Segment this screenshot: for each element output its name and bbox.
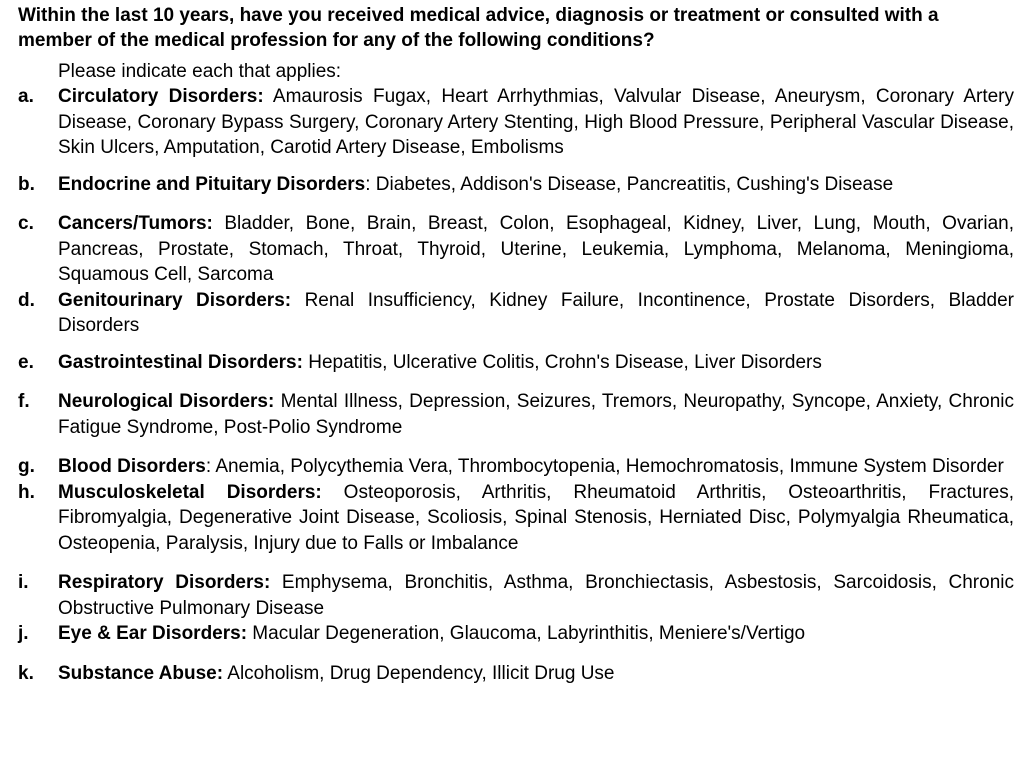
item-text [58, 454, 1014, 480]
question-text: Within the last 10 years, have you received medical advice, diagnosis or treatment or consulted with a member of the medical profession for any of the following conditions? [18, 5, 939, 51]
item-category: Musculoskeletal Disorders: [58, 481, 322, 503]
item-text [58, 570, 1014, 621]
document [18, 3, 1014, 686]
item-category: Substance Abuse: [58, 662, 224, 684]
item-text [58, 621, 1014, 647]
instruction-text: Please indicate each that applies: [58, 61, 342, 82]
item-text [58, 288, 1014, 339]
item-text [58, 480, 1014, 557]
item-conditions: Emphysema, Bronchitis, Asthma, Bronchiectasis, Asbestosis, Sarcoidosis, Chronic Obstructive Pulmonary Disease [58, 572, 1014, 619]
item-text [58, 350, 1014, 376]
list-item-genitourinary [18, 288, 1014, 339]
item-text [58, 211, 1014, 288]
item-conditions: Mental Illness, Depression, Seizures, Tremors, Neuropathy, Syncope, Anxiety, Chronic Fatigue Syndrome, Post-Polio Syndrome [58, 391, 1014, 438]
item-letter: f. [18, 391, 30, 412]
item-category: Respiratory Disorders: [58, 572, 271, 593]
item-category: Endocrine and Pituitary Disorders [58, 173, 366, 195]
list-item-respiratory [18, 570, 1014, 621]
list-item-musculoskeletal [18, 480, 1014, 557]
item-letter: a. [18, 86, 34, 107]
item-conditions: : Diabetes, Addison's Disease, Pancreatitis, Cushing's Disease [365, 173, 894, 195]
list-item-neurological [18, 389, 1014, 440]
item-letter: j. [18, 623, 29, 644]
item-letter: c. [18, 213, 34, 234]
item-conditions: Hepatitis, Ulcerative Colitis, Crohn's Disease, Liver Disorders [302, 351, 822, 373]
item-letter: i. [18, 572, 29, 593]
item-text [58, 661, 1014, 687]
item-text [58, 172, 1014, 198]
item-category: Cancers/Tumors: [58, 213, 213, 234]
item-category: Neurological Disorders: [58, 391, 275, 412]
item-letter: k. [18, 662, 34, 684]
item-conditions: Osteoporosis, Arthritis, Rheumatoid Arthritis, Osteoarthritis, Fractures, Fibromyalgia, Degenerative Joint Disease, Scoliosis, Spinal Stenosis, Herniated Disc, Polymyalgia Rheumatica, Osteopenia, Paralysis, Injury due to Falls or Imbalance [58, 481, 1014, 554]
list-item-substance-abuse [18, 661, 1014, 687]
item-letter: g. [18, 456, 35, 477]
item-conditions: : Anemia, Polycythemia Vera, Thrombocytopenia, Hemochromatosis, Immune System Disorder [205, 456, 1004, 477]
item-conditions: Amaurosis Fugax, Heart Arrhythmias, Valvular Disease, Aneurysm, Coronary Artery Disease, Coronary Bypass Surgery, Coronary Artery Stenting, High Blood Pressure, Peripheral Vascular Disease, Skin Ulcers, Amputation, Carotid Artery Disease, Embolisms [58, 86, 1014, 158]
item-category: Circulatory Disorders: [58, 86, 264, 107]
list-item-endocrine [18, 172, 1014, 198]
item-conditions: Renal Insufficiency, Kidney Failure, Incontinence, Prostate Disorders, Bladder Disorders [58, 289, 1014, 336]
item-category: Eye & Ear Disorders: [58, 623, 248, 644]
item-text [58, 84, 1014, 161]
item-conditions: Macular Degeneration, Glaucoma, Labyrinthitis, Meniere's/Vertigo [247, 623, 806, 644]
item-conditions: Alcoholism, Drug Dependency, Illicit Drug Use [223, 662, 615, 684]
item-letter: b. [18, 173, 35, 195]
list-item-circulatory [18, 84, 1014, 161]
list-item-blood [18, 454, 1014, 480]
item-category: Blood Disorders [58, 456, 206, 477]
conditions-list [18, 84, 1014, 686]
item-conditions: Bladder, Bone, Brain, Breast, Colon, Esophageal, Kidney, Liver, Lung, Mouth, Ovarian, Pancreas, Prostate, Stomach, Throat, Thyroid, Uterine, Leukemia, Lymphoma, Melanoma, Meningioma, Squamous Cell, Sarcoma [58, 213, 1014, 285]
item-letter: d. [18, 289, 35, 311]
list-item-cancers [18, 211, 1014, 288]
item-category: Gastrointestinal Disorders: [58, 351, 303, 373]
item-letter: e. [18, 351, 34, 373]
list-item-eye-ear [18, 621, 1014, 647]
list-item-gastrointestinal [18, 350, 1014, 376]
item-category: Genitourinary Disorders: [58, 289, 292, 311]
item-letter: h. [18, 481, 35, 503]
item-text [58, 389, 1014, 440]
